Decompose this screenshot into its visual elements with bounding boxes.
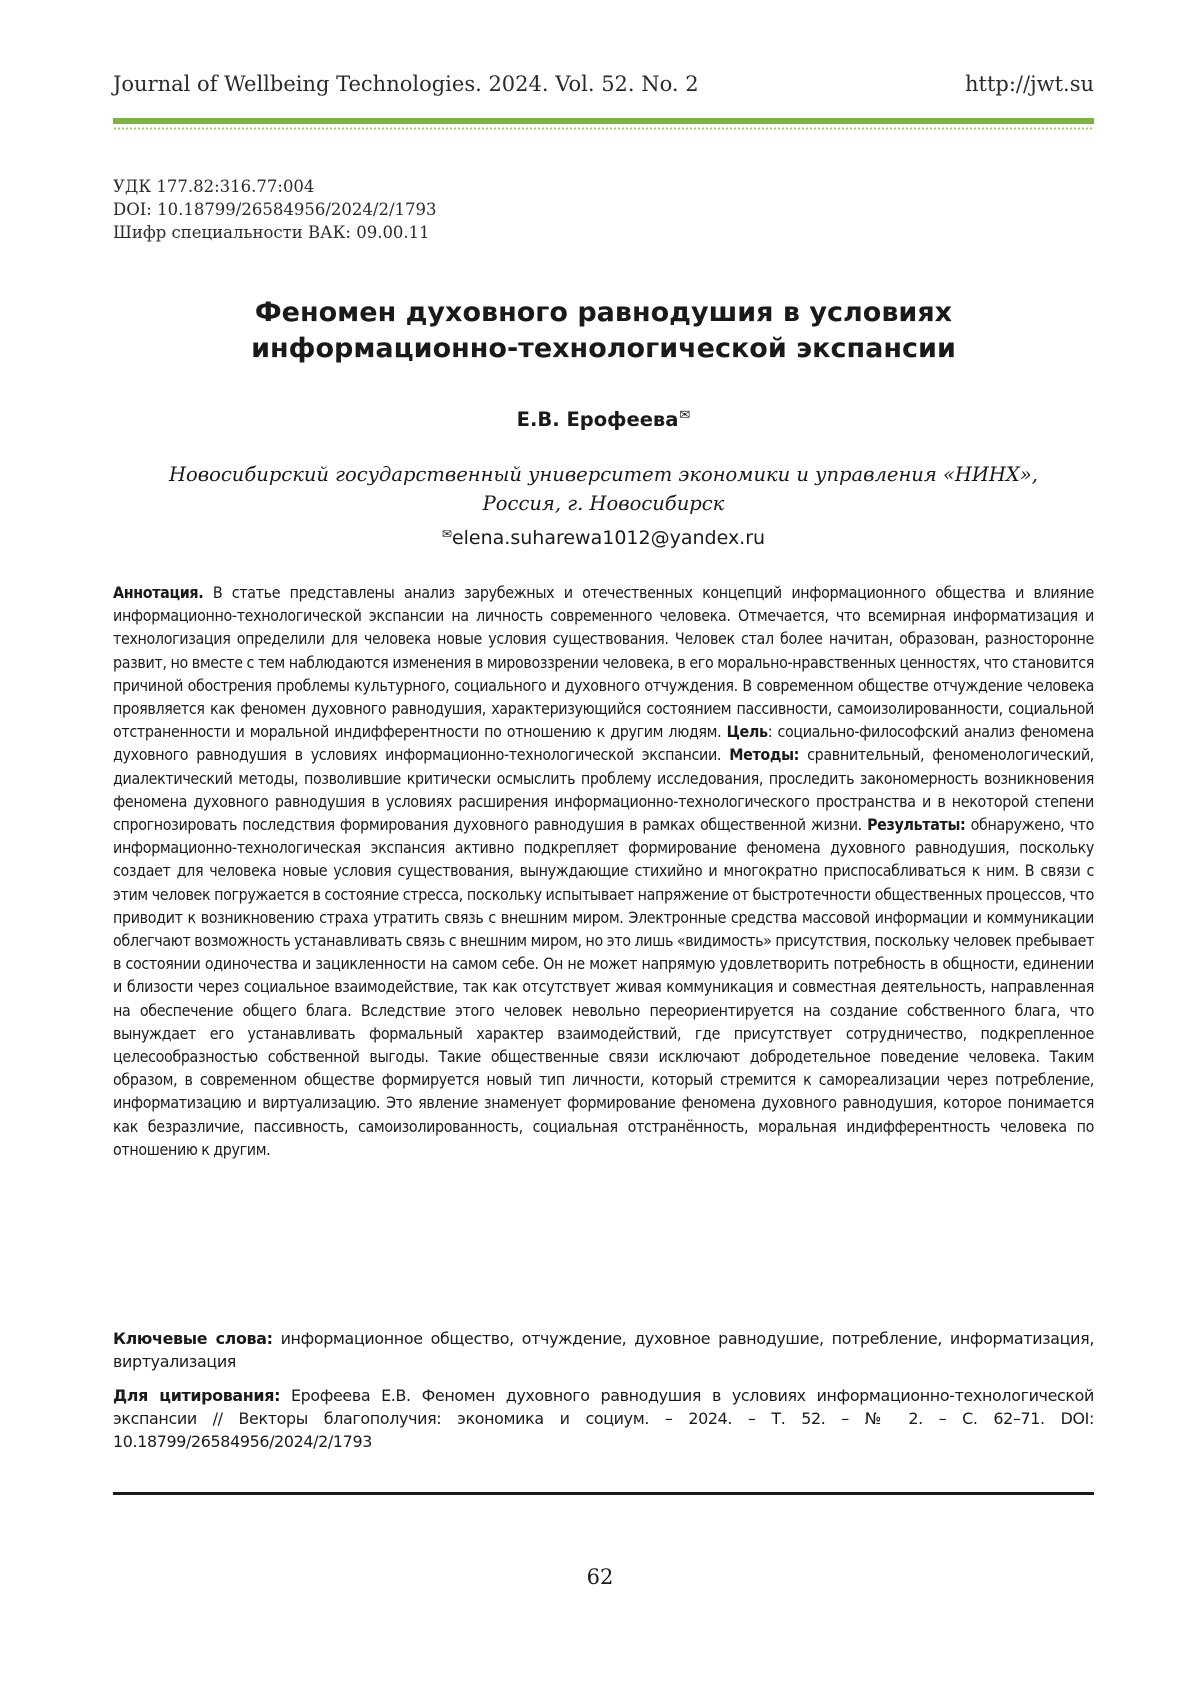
author [113,408,1094,431]
journal-url[interactable]: http://jwt.su [965,72,1094,96]
keywords [113,1327,1094,1373]
author-email [113,527,1094,549]
abstract-intro: В статье представлены анализ зарубежных и отечественных концепций информационного общества и влияние информационно-технологической экспансии на личность современного человека. Отмечается, что всемирная информатизация и технологизация определили для человека новые условия существования. Человек стал более начитан, образован, разносторонне развит, но вместе с тем наблюдаются изменения в мировоззрении человека, в его морально-нравственных ценностях, что становится причиной обострения проблемы культурного, социального и духовного отчуждения. В современном обществе отчуждение человека проявляется как феномен духовного равнодушия, характеризующийся состоянием пассивности, самоизолированности, социальной отстраненности и моральной индифферентности по отношению к другим людям. [113,583,1094,742]
title-line-2: информационно-технологической экспансии [251,333,956,364]
results-text: обнаружено, что информационно-технологическая экспансия активно подкрепляет формирование феномена духовного равнодушия, поскольку создает для человека новые условия существования, вынуждающие стихийно и многократно приспосабливаться к ним. В связи с этим человек погружается в состояние стресса, поскольку испытывает напряжение от быстротечности общественных процессов, что приводит к возникновению страха утратить связь с внешним миром. Электронные средства массовой информации и коммуникации облегчают возможность устанавливать связь с внешним миром, но это лишь «видимость» присутствия, поскольку человек пребывает в состоянии одиночества и зацикленности на самом себе. Он не может напрямую удовлетворить потребность в общности, единении и близости через социальное взаимодействие, так как отсутствует живая коммуникация и совместная деятельность, направленная на обеспечение общего блага. Вследствие этого человек невольно переориентируется на создание собственного блага, что вынуждает его устанавливать формальный характер взаимодействий, где присутствует сотрудничество, подкрепленное целесообразностью собственной выгоды. Такие общественные связи исключают добродетельное поведение человека. Таким образом, в современном обществе формируется новый тип личности, который стремится к самореализации через потребление, информатизацию и виртуализацию. Это явление знаменует формирование феномена духовного равнодушия, которое понимается как безразличие, пассивность, самоизолированность, социальная отстранённость, моральная индифферентность человека по отношению к другим. [113,815,1094,1159]
udc-code: УДК 177.82:316.77:004 [113,177,315,196]
keywords-label: Ключевые слова: [113,1329,273,1348]
envelope-icon: ✉ [441,527,452,541]
citation-label: Для цитирования: [113,1386,281,1405]
journal-title: Journal of Wellbeing Technologies. 2024. Vol. 52. No. 2 [113,72,699,96]
affiliation-line-1: Новосибирский государственный университет экономики и управления «НИНХ», [169,463,1038,486]
keywords-text: информационное общество, отчуждение, духовное равнодушие, потребление, информатизация, виртуализация [113,1329,1095,1372]
abstract-label: Аннотация. [113,583,204,602]
affiliation-line-2: Россия, г. Новосибирск [482,492,725,515]
goal-text: : социально-философский анализ феномена духовного равнодушия в условиях информационно-технологической экспансии. [113,722,1094,765]
header-divider [113,118,1094,130]
citation-text: Ерофеева Е.В. Феномен духовного равнодушия в условиях информационно-технологической экспансии // Векторы благополучия: экономика и социум. – 2024. – Т. 52. – № 2. – С. 62–71. DOI: 10.18799/26584956/2024/2/1793 [113,1386,1095,1452]
email-address[interactable]: elena.suharewa1012@yandex.ru [451,527,766,549]
affiliation [113,460,1094,518]
envelope-icon: ✉ [679,408,691,423]
running-header [113,72,1094,96]
page-number: 62 [586,1565,614,1589]
author-name: Е.В. Ерофеева [516,408,679,431]
methods-text: сравнительный, феноменологический, диалектический методы, позволившие критически осмыслить проблему исследования, проследить закономерность возникновения феномена духовного равнодушия в условиях расширения информационно-технологического пространства и в некоторой степени спрогнозировать последствия формирования духовного равнодушия в рамках общественной жизни. [113,745,1094,835]
results-label: Результаты: [867,815,966,835]
footer-divider [113,1492,1094,1495]
citation [113,1384,1094,1454]
methods-label: Методы: [729,745,800,765]
article-metadata [113,175,437,244]
vak-code: Шифр специальности ВАК: 09.00.11 [113,223,430,242]
doi: DOI: 10.18799/26584956/2024/2/1793 [113,200,437,219]
title-line-1: Феномен духовного равнодушия в условиях [254,297,953,328]
abstract [113,581,1094,1161]
goal-label: Цель [726,722,768,742]
article-title [113,295,1094,367]
